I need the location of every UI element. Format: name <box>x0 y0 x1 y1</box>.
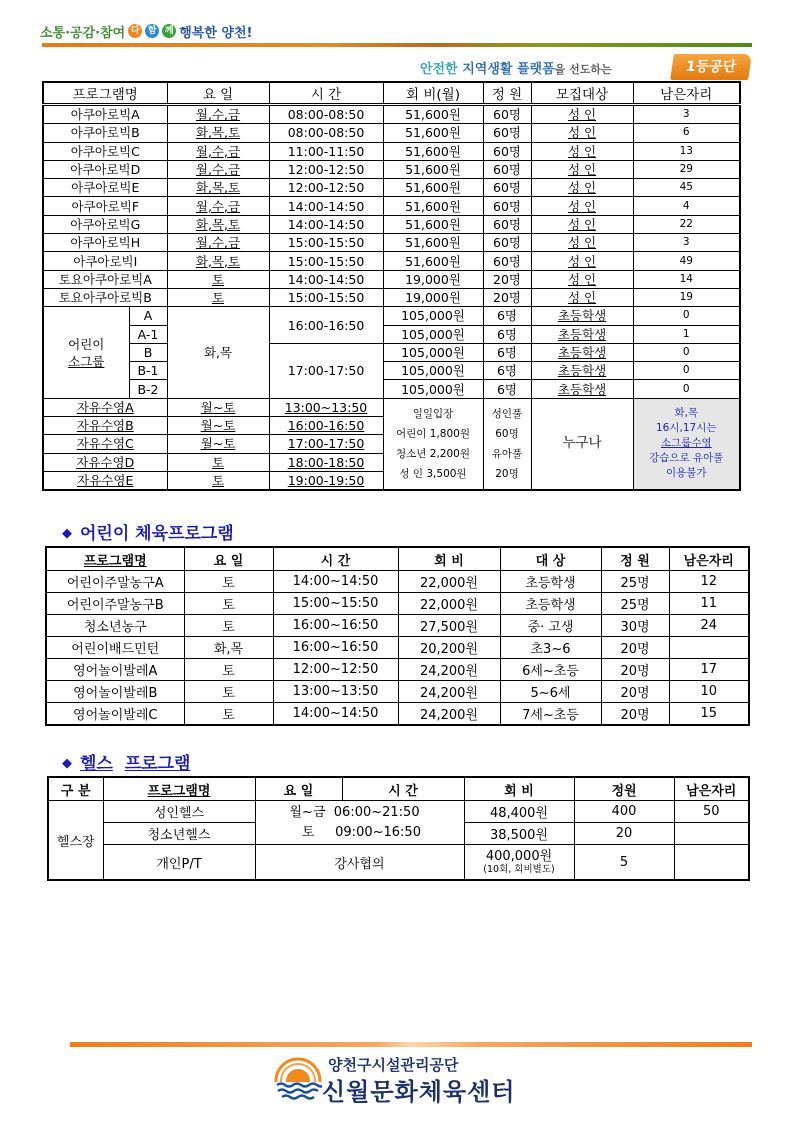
days-cell: 화,목 <box>167 307 269 398</box>
header-fee: 회 비(월) <box>383 82 483 105</box>
days-cell: 월,수,금 <box>167 160 269 178</box>
target-cell: 성 인 <box>531 270 633 288</box>
slogan-badge-3: 께 <box>162 24 176 38</box>
capacity-cell: 20명 <box>601 659 669 681</box>
remaining-cell: 11 <box>669 593 749 615</box>
remaining-cell: 0 <box>633 307 740 325</box>
program-name: 아쿠아로빅C <box>43 142 167 160</box>
table-row <box>43 160 740 178</box>
days-cell: 토 <box>167 270 269 288</box>
diamond-icon: ◆ <box>62 526 72 541</box>
target-cell: 성 인 <box>531 124 633 142</box>
kids-subgroup: B-2 <box>129 380 167 398</box>
remaining-cell: 50 <box>674 801 749 823</box>
remaining-cell: 29 <box>633 160 740 178</box>
rank-badge: 1등공단 <box>670 54 752 80</box>
program-name: 자유수영A <box>43 398 167 416</box>
time-cell: 15:00-15:50 <box>269 234 383 252</box>
schedule-days-2: 토 <box>301 824 315 840</box>
days-cell: 화,목,토 <box>167 179 269 197</box>
table-row <box>46 703 749 726</box>
fee-cell: 19,000원 <box>383 288 483 306</box>
kids-subgroup: B-1 <box>129 362 167 380</box>
program-name: 아쿠아로빅D <box>43 160 167 178</box>
capacity-cell: 60명 <box>483 215 531 233</box>
capacity-cell: 6명 <box>483 307 531 325</box>
table-header-row <box>48 777 749 801</box>
section-title-health <box>62 749 190 773</box>
table-row <box>46 659 749 681</box>
kids-group-line-2: 소그룹 <box>68 353 105 369</box>
capacity-cell: 60명 <box>483 234 531 252</box>
schedule-cell: 강사협의 <box>255 845 464 881</box>
table-row <box>43 234 740 252</box>
kids-program-table <box>45 546 750 726</box>
days-cell: 토 <box>184 681 273 703</box>
capacity-cell: 20명 <box>601 703 669 726</box>
daily-fee-line: 성 인 3,500원 <box>399 467 467 480</box>
capacity-cell: 60명 <box>483 252 531 270</box>
remaining-cell: 17 <box>669 659 749 681</box>
slogan-badge-2: 함 <box>145 24 159 38</box>
program-name: 영어놀이발레A <box>46 659 184 681</box>
remaining-cell: 10 <box>669 681 749 703</box>
program-name: 어린이주말농구B <box>46 593 184 615</box>
fee-cell: 105,000원 <box>383 325 483 343</box>
table-row <box>48 845 749 881</box>
remaining-cell <box>674 823 749 845</box>
fee-cell: 24,200원 <box>398 659 500 681</box>
header-slogan <box>40 21 252 41</box>
time-cell: 17:00-17:50 <box>269 343 383 398</box>
time-cell: 16:00-16:50 <box>269 417 383 435</box>
fee-cell: 27,500원 <box>398 615 500 637</box>
remaining-cell: 3 <box>633 234 740 252</box>
slogan-text-2: 행복한 양천! <box>179 25 253 41</box>
capacity-cell: 25명 <box>601 593 669 615</box>
target-cell: 성 인 <box>531 179 633 197</box>
program-name: 토요아쿠아로빅A <box>43 270 167 288</box>
table-row <box>43 124 740 142</box>
program-name: 아쿠아로빅H <box>43 234 167 252</box>
time-cell: 08:00-08:50 <box>269 124 383 142</box>
fee-cell: 105,000원 <box>383 307 483 325</box>
fee-cell: 51,600원 <box>383 234 483 252</box>
capacity-cell: 60명 <box>483 124 531 142</box>
table-row <box>43 215 740 233</box>
table-row <box>43 307 740 325</box>
capacity-cell: 25명 <box>601 571 669 593</box>
days-cell: 토 <box>184 615 273 637</box>
target-cell: 성 인 <box>531 142 633 160</box>
header-remaining: 남은자리 <box>633 82 740 105</box>
slogan-badge-1: 다 <box>128 24 142 38</box>
fee-cell: 51,600원 <box>383 142 483 160</box>
remaining-cell: 4 <box>633 197 740 215</box>
capacity-cell: 20명 <box>483 270 531 288</box>
fee-cell: 105,000원 <box>383 380 483 398</box>
time-cell: 19:00-19:50 <box>269 471 383 490</box>
time-cell: 11:00-11:50 <box>269 142 383 160</box>
fee-cell: 20,200원 <box>398 637 500 659</box>
fee-cell: 24,200원 <box>398 681 500 703</box>
capacity-cell: 60명 <box>483 142 531 160</box>
fee-cell: 105,000원 <box>383 362 483 380</box>
notice-line: 소그룹수영 <box>660 437 712 450</box>
time-cell: 13:00~13:50 <box>269 398 383 416</box>
org-subtitle: 양천구시설관리공단 <box>328 1056 459 1074</box>
header-program: 프로그램명 <box>103 777 255 801</box>
fee-cell: 22,000원 <box>398 593 500 615</box>
schedule-time-1: 06:00~21:50 <box>333 804 420 820</box>
capacity-cell: 6명 <box>483 325 531 343</box>
fee-cell: 51,600원 <box>383 124 483 142</box>
program-name: 자유수영B <box>43 417 167 435</box>
table-row <box>43 105 740 124</box>
program-name: 아쿠아로빅E <box>43 179 167 197</box>
remaining-cell: 15 <box>669 703 749 726</box>
days-cell: 토 <box>184 659 273 681</box>
days-cell: 월,수,금 <box>167 197 269 215</box>
fee-cell: 22,000원 <box>398 571 500 593</box>
kids-subgroup: A-1 <box>129 325 167 343</box>
section-title-text-2: 프로그램 <box>124 754 191 774</box>
header-remaining: 남은자리 <box>669 547 749 571</box>
table-row <box>46 615 749 637</box>
time-cell: 15:00-15:50 <box>269 252 383 270</box>
fee-cell: 19,000원 <box>383 270 483 288</box>
time-cell: 14:00~14:50 <box>273 571 398 593</box>
kids-group-line-1: 어린이 <box>68 336 105 352</box>
program-name: 아쿠아로빅G <box>43 215 167 233</box>
header-time: 시 간 <box>269 82 383 105</box>
program-name: 성인헬스 <box>103 801 255 823</box>
time-cell: 16:00~16:50 <box>273 637 398 659</box>
org-title: 신월문화체육센터 <box>322 1078 516 1106</box>
target-cell: 초등학생 <box>531 362 633 380</box>
table-row <box>46 571 749 593</box>
target-cell: 초등학생 <box>500 571 601 593</box>
days-cell: 월~토 <box>167 435 269 453</box>
daily-fee-line: 청소년 2,200원 <box>396 447 470 460</box>
notice-line: 강습으로 유아풀 <box>649 452 724 465</box>
section-title-kids <box>62 519 234 543</box>
capacity-cell: 5 <box>574 845 674 881</box>
table-row <box>43 362 740 380</box>
time-cell: 12:00-12:50 <box>269 160 383 178</box>
capacity-cell: 400 <box>574 801 674 823</box>
header-fee: 회 비 <box>398 547 500 571</box>
days-cell: 토 <box>167 453 269 471</box>
pool-capacity-line: 20명 <box>495 467 519 480</box>
kids-subgroup: A <box>129 307 167 325</box>
program-name: 아쿠아로빅F <box>43 197 167 215</box>
daily-fee-cell <box>383 398 483 490</box>
remaining-cell: 6 <box>633 124 740 142</box>
header-target: 대 상 <box>500 547 601 571</box>
program-name: 토요아쿠아로빅B <box>43 288 167 306</box>
days-cell: 화,목 <box>184 637 273 659</box>
program-name: 아쿠아로빅A <box>43 105 167 124</box>
pool-capacity-cell <box>483 398 531 490</box>
header-target: 모집대상 <box>531 82 633 105</box>
days-cell: 월~토 <box>167 417 269 435</box>
days-cell: 토 <box>184 703 273 726</box>
swim-program-table <box>42 81 741 491</box>
remaining-cell: 0 <box>633 362 740 380</box>
target-cell: 성 인 <box>531 160 633 178</box>
target-cell: 성 인 <box>531 234 633 252</box>
header-divider <box>42 43 752 47</box>
target-cell: 성 인 <box>531 252 633 270</box>
schedule-time-2: 09:00~16:50 <box>335 824 421 840</box>
time-cell: 08:00-08:50 <box>269 105 383 124</box>
capacity-cell: 20명 <box>601 637 669 659</box>
time-cell: 15:00~15:50 <box>273 593 398 615</box>
table-row <box>43 343 740 361</box>
fee-cell: 51,600원 <box>383 197 483 215</box>
program-name: 아쿠아로빅I <box>43 252 167 270</box>
fee-cell: 51,600원 <box>383 215 483 233</box>
header-time: 시 간 <box>273 547 398 571</box>
program-name: 어린이배드민턴 <box>46 637 184 659</box>
remaining-cell: 0 <box>633 380 740 398</box>
table-row <box>46 681 749 703</box>
remaining-cell: 49 <box>633 252 740 270</box>
header-program: 프로그램명 <box>46 547 184 571</box>
header-capacity: 정 원 <box>483 82 531 105</box>
remaining-cell: 14 <box>633 270 740 288</box>
target-cell: 7세~초등 <box>500 703 601 726</box>
notice-line: 화,목 <box>674 407 699 420</box>
target-cell: 초등학생 <box>531 343 633 361</box>
header-tagline <box>420 58 612 78</box>
health-program-table <box>47 776 750 881</box>
capacity-cell: 60명 <box>483 105 531 124</box>
pool-capacity-line: 성인풀 <box>491 407 523 420</box>
tagline-part-1: 안전한 <box>420 62 458 77</box>
table-row <box>43 270 740 288</box>
kids-group-name <box>43 307 129 398</box>
header-days: 요 일 <box>167 82 269 105</box>
fee-cell: 51,600원 <box>383 160 483 178</box>
remaining-cell <box>669 637 749 659</box>
remaining-cell: 19 <box>633 288 740 306</box>
program-name: 자유수영C <box>43 435 167 453</box>
target-cell: 초등학생 <box>531 325 633 343</box>
remaining-cell: 24 <box>669 615 749 637</box>
remaining-cell: 45 <box>633 179 740 197</box>
days-cell: 토 <box>184 571 273 593</box>
fee-cell: 105,000원 <box>383 343 483 361</box>
program-name: 청소년농구 <box>46 615 184 637</box>
kids-subgroup: B <box>129 343 167 361</box>
slogan-text-1: 소통·공감·참여 <box>40 25 126 41</box>
header-program: 프로그램명 <box>43 82 167 105</box>
table-row <box>43 380 740 398</box>
section-title-text: 어린이 체육프로그램 <box>80 524 234 544</box>
table-row <box>46 593 749 615</box>
target-cell: 초3~6 <box>500 637 601 659</box>
table-row <box>46 637 749 659</box>
footer-divider <box>70 1042 752 1047</box>
remaining-cell: 3 <box>633 105 740 124</box>
target-cell: 5~6세 <box>500 681 601 703</box>
fee-cell: 51,600원 <box>383 252 483 270</box>
days-cell: 화,목,토 <box>167 124 269 142</box>
days-cell: 토 <box>167 471 269 490</box>
capacity-cell: 60명 <box>483 197 531 215</box>
section-title-text-1: 헬스 <box>80 754 113 774</box>
remaining-cell: 0 <box>633 343 740 361</box>
target-cell: 중· 고생 <box>500 615 601 637</box>
notice-line: 16시,17시는 <box>656 422 717 435</box>
time-cell: 13:00~13:50 <box>273 681 398 703</box>
program-name: 자유수영E <box>43 471 167 490</box>
days-cell: 월~토 <box>167 398 269 416</box>
remaining-cell: 22 <box>633 215 740 233</box>
fee-cell: 24,200원 <box>398 703 500 726</box>
header-remaining: 남은자리 <box>674 777 749 801</box>
capacity-cell: 30명 <box>601 615 669 637</box>
pool-capacity-line: 유아풀 <box>491 447 523 460</box>
table-row <box>43 288 740 306</box>
schedule-cell <box>255 801 464 845</box>
time-cell: 14:00-14:50 <box>269 197 383 215</box>
days-cell: 토 <box>167 288 269 306</box>
program-name: 영어놀이발레C <box>46 703 184 726</box>
table-row <box>43 179 740 197</box>
time-cell: 18:00-18:50 <box>269 453 383 471</box>
diamond-icon: ◆ <box>62 756 72 771</box>
header-capacity: 정원 <box>574 777 674 801</box>
program-name: 어린이주말농구A <box>46 571 184 593</box>
header-time: 시 간 <box>342 777 464 801</box>
time-cell: 14:00-14:50 <box>269 270 383 288</box>
fee-cell: 51,600원 <box>383 179 483 197</box>
remaining-cell: 1 <box>633 325 740 343</box>
program-name: 영어놀이발레B <box>46 681 184 703</box>
time-cell: 12:00-12:50 <box>269 179 383 197</box>
days-cell: 토 <box>184 593 273 615</box>
time-cell: 14:00~14:50 <box>273 703 398 726</box>
daily-fee-line: 일일입장 <box>412 407 454 420</box>
capacity-cell: 6명 <box>483 380 531 398</box>
remaining-cell: 12 <box>669 571 749 593</box>
fee-cell: 38,500원 <box>464 823 574 845</box>
tagline-part-3: 을 선도하는 <box>554 63 612 76</box>
table-row <box>43 197 740 215</box>
table-row <box>43 398 740 416</box>
notice-cell <box>633 398 740 490</box>
days-cell: 화,목,토 <box>167 252 269 270</box>
program-name: 청소년헬스 <box>103 823 255 845</box>
capacity-cell: 60명 <box>483 160 531 178</box>
table-header-row <box>46 547 749 571</box>
table-row <box>43 142 740 160</box>
remaining-cell: 13 <box>633 142 740 160</box>
target-cell: 6세~초등 <box>500 659 601 681</box>
days-cell: 월,수,금 <box>167 105 269 124</box>
capacity-cell: 20 <box>574 823 674 845</box>
target-cell: 성 인 <box>531 215 633 233</box>
fee-value: 400,000원 <box>485 848 553 864</box>
notice-line: 이용불가 <box>665 467 707 480</box>
tagline-part-2: 지역생활 플랫폼 <box>462 62 555 77</box>
fee-cell <box>464 845 574 881</box>
daily-fee-line: 어린이 1,800원 <box>396 427 470 440</box>
table-row <box>48 801 749 823</box>
fee-note: (10회, 회비별도) <box>483 863 555 875</box>
capacity-cell: 20명 <box>483 288 531 306</box>
days-cell: 화,목,토 <box>167 215 269 233</box>
program-name: 자유수영D <box>43 453 167 471</box>
table-header-row <box>43 82 740 105</box>
header-fee: 회 비 <box>464 777 574 801</box>
remaining-cell <box>674 845 749 881</box>
header-category: 구 분 <box>48 777 103 801</box>
pool-capacity-line: 60명 <box>495 427 519 440</box>
target-cell: 초등학생 <box>531 380 633 398</box>
category-cell: 헬스장 <box>48 801 103 881</box>
time-cell: 15:00-15:50 <box>269 288 383 306</box>
target-cell: 성 인 <box>531 197 633 215</box>
target-cell: 초등학생 <box>500 593 601 615</box>
time-cell: 17:00-17:50 <box>269 435 383 453</box>
sun-wave-logo-icon <box>274 1057 322 1105</box>
schedule-days-1: 월~금 <box>289 804 326 820</box>
table-row <box>43 325 740 343</box>
days-cell: 월,수,금 <box>167 142 269 160</box>
fee-cell: 51,600원 <box>383 105 483 124</box>
program-name: 아쿠아로빅B <box>43 124 167 142</box>
time-cell: 14:00-14:50 <box>269 215 383 233</box>
target-cell: 성 인 <box>531 105 633 124</box>
target-cell: 초등학생 <box>531 307 633 325</box>
days-cell: 월,수,금 <box>167 234 269 252</box>
target-cell: 성 인 <box>531 288 633 306</box>
header-capacity: 정 원 <box>601 547 669 571</box>
fee-cell: 48,400원 <box>464 801 574 823</box>
header-days: 요 일 <box>255 777 342 801</box>
time-cell: 12:00~12:50 <box>273 659 398 681</box>
time-cell: 16:00-16:50 <box>269 307 383 344</box>
capacity-cell: 6명 <box>483 343 531 361</box>
header-days: 요 일 <box>184 547 273 571</box>
capacity-cell: 6명 <box>483 362 531 380</box>
program-name: 개인P/T <box>103 845 255 881</box>
target-cell: 누구나 <box>531 398 633 490</box>
time-cell: 16:00~16:50 <box>273 615 398 637</box>
table-row <box>43 252 740 270</box>
capacity-cell: 20명 <box>601 681 669 703</box>
capacity-cell: 60명 <box>483 179 531 197</box>
